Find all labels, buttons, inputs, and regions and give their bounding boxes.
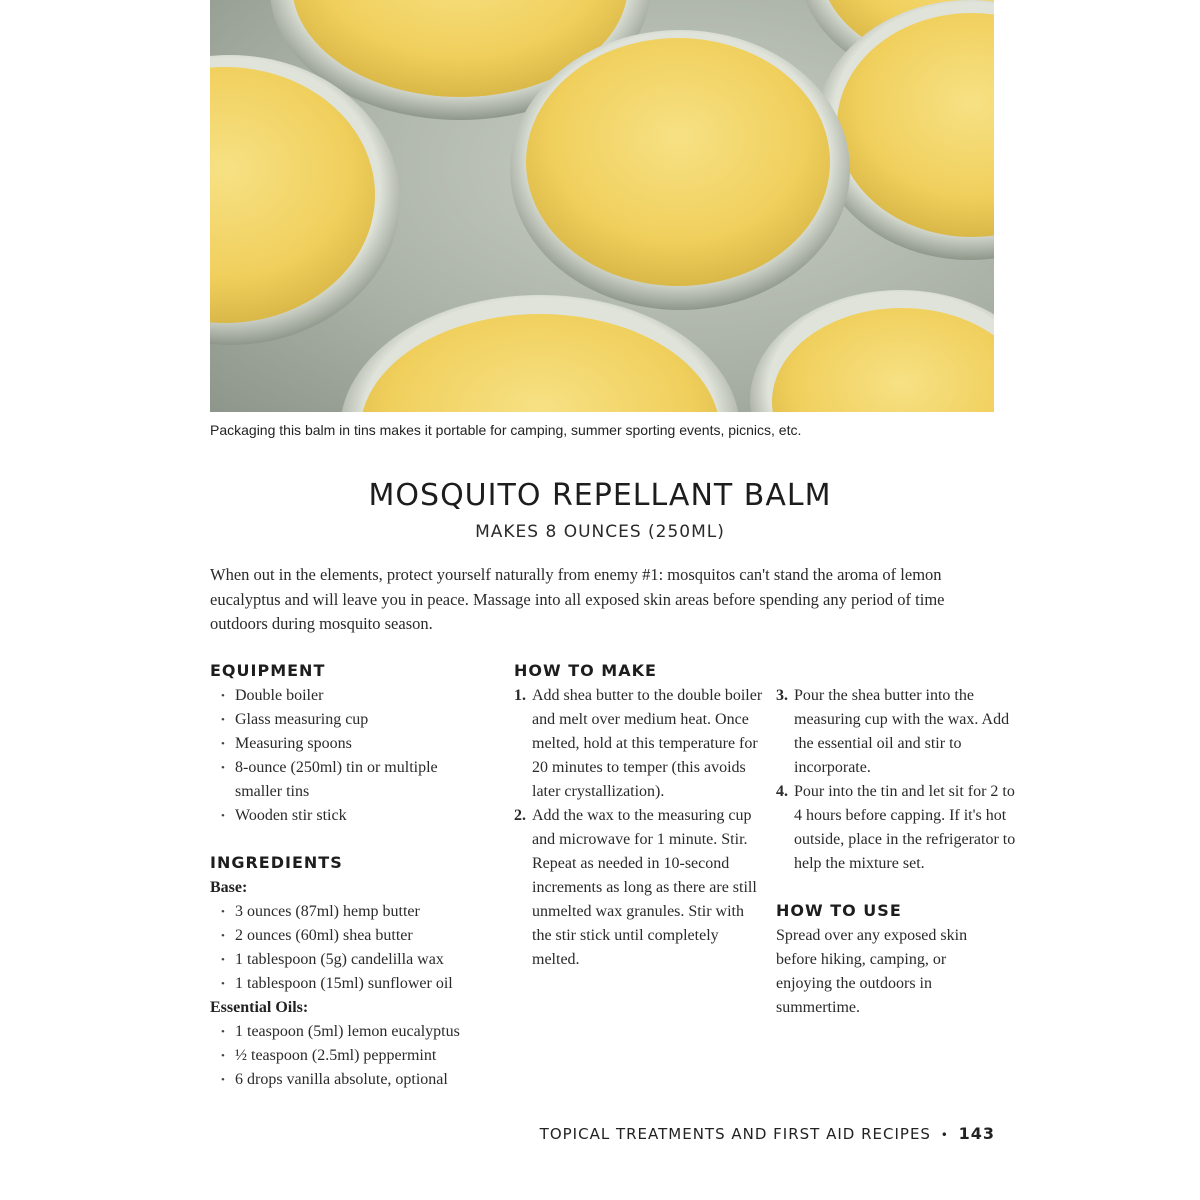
step-text: Pour the shea butter into the measuring cup with the wax. Add the essential oil and stir to incorporate. <box>794 687 1010 776</box>
list-item: • Glass measuring cup <box>210 708 500 732</box>
essential-oils-label: Essential Oils: <box>210 999 309 1016</box>
list-item: • 8-ounce (250ml) tin or multiple smaller tins <box>210 756 475 804</box>
how-to-use-text: Spread over any exposed skin before hiking, camping, or enjoying the outdoors in summertime. <box>776 927 968 1016</box>
step-number: 2. <box>514 807 526 824</box>
step-text: Add shea butter to the double boiler and melt over medium heat. Once melted, hold at this temperature for 20 minutes to temper (this avoids later crystallization). <box>532 687 763 800</box>
base-label: Base: <box>210 879 248 896</box>
list-item: • 3 ounces (87ml) hemp butter <box>210 900 500 924</box>
step-item <box>776 684 1016 780</box>
column-equipment-ingredients <box>210 658 500 1092</box>
list-item: • 1 tablespoon (5g) candelilla wax <box>210 948 500 972</box>
page-footer <box>540 1124 995 1143</box>
photo-caption: Packaging this balm in tins makes it portable for camping, summer sporting events, picnics, etc. <box>210 422 802 438</box>
balm-tins-photo <box>210 0 994 412</box>
list-item: • 2 ounces (60ml) shea butter <box>210 924 500 948</box>
step-item <box>776 780 1016 876</box>
equipment-heading: EQUIPMENT <box>210 661 326 680</box>
footer-section-title: TOPICAL TREATMENTS AND FIRST AID RECIPES <box>539 1125 931 1143</box>
steps-list-continued <box>776 684 1016 876</box>
how-to-make-heading: HOW TO MAKE <box>514 661 657 680</box>
step-text: Pour into the tin and let sit for 2 to 4 hours before capping. If it's hot outside, place in the refrigerator to help the mixture set. <box>794 783 1016 872</box>
steps-list <box>514 684 764 972</box>
step-number: 4. <box>776 783 788 800</box>
step-number: 3. <box>776 687 788 704</box>
balm-tins-illustration <box>210 0 994 412</box>
list-item: • Measuring spoons <box>210 732 500 756</box>
page-number: 143 <box>958 1124 995 1143</box>
column-how-to-make <box>514 658 764 972</box>
step-text: Add the wax to the measuring cup and microwave for 1 minute. Stir. Repeat as needed in 10-second increments as long as there are still unmelted wax granules. Stir with the stir stick until completely melted. <box>532 807 757 968</box>
recipe-intro: When out in the elements, protect yourself naturally from enemy #1: mosquitos can't stand the aroma of lemon eucalyptus and will leave you in peace. Massage into all exposed skin areas before spending any period of time outdoors during mosquito season. <box>210 565 945 633</box>
list-item: • 1 tablespoon (15ml) sunflower oil <box>210 972 500 996</box>
column-steps-continued <box>776 684 1016 1020</box>
how-to-use-heading: HOW TO USE <box>776 901 902 920</box>
list-item: • ½ teaspoon (2.5ml) peppermint <box>210 1044 500 1068</box>
footer-separator: • <box>940 1128 949 1142</box>
list-item: • 1 teaspoon (5ml) lemon eucalyptus <box>210 1020 500 1044</box>
step-item <box>514 804 764 972</box>
essential-oils-list <box>210 1020 500 1092</box>
equipment-list <box>210 684 500 828</box>
list-item: • Double boiler <box>210 684 500 708</box>
list-item: • 6 drops vanilla absolute, optional <box>210 1068 500 1092</box>
base-ingredients-list <box>210 900 500 996</box>
ingredients-heading: INGREDIENTS <box>210 853 343 872</box>
step-number: 1. <box>514 687 526 704</box>
recipe-title: MOSQUITO REPELLANT BALM <box>368 478 832 513</box>
list-item: • Wooden stir stick <box>210 804 500 828</box>
recipe-yield: MAKES 8 OUNCES (250ML) <box>475 522 725 542</box>
step-item <box>514 684 764 804</box>
